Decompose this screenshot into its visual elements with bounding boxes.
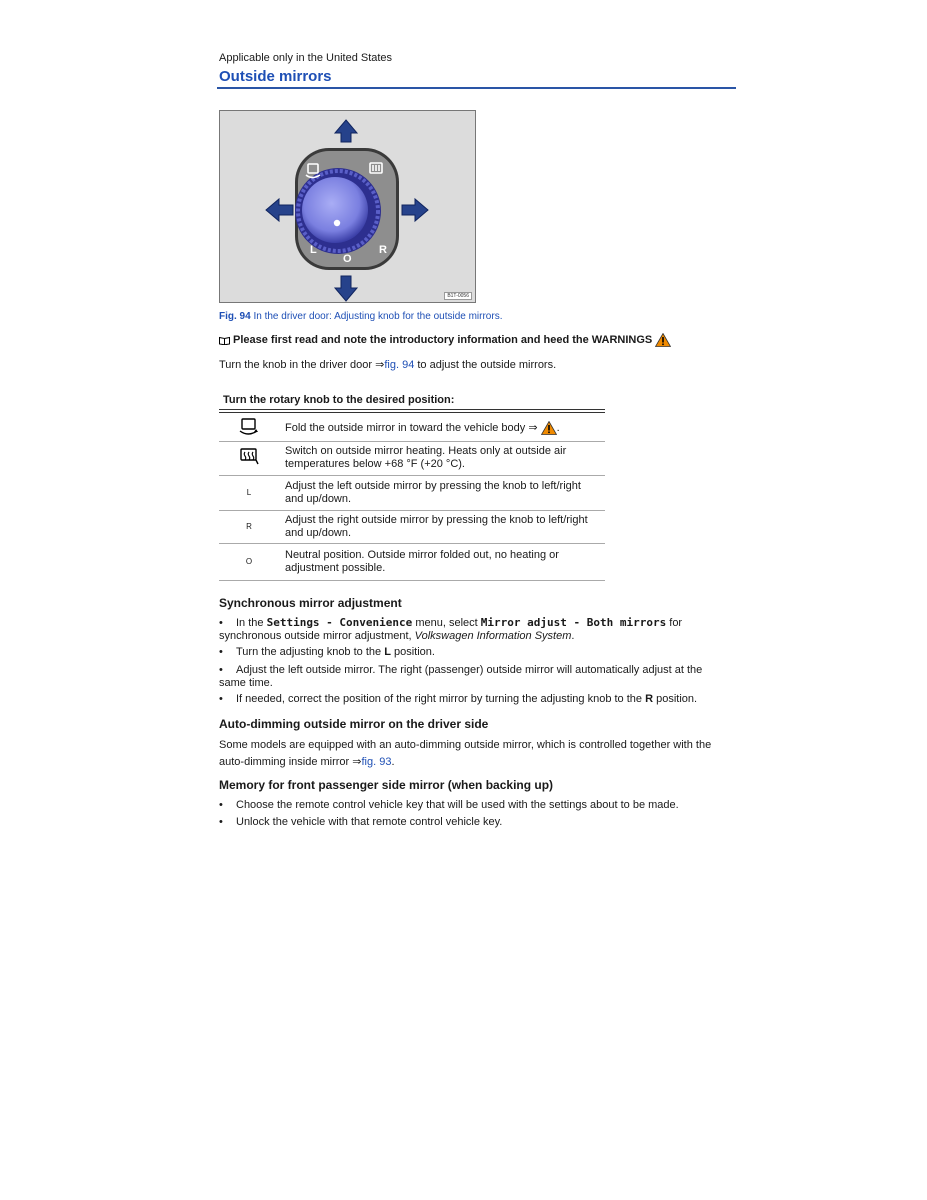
b1-post: for — [666, 617, 683, 629]
up-arrow-icon — [335, 120, 357, 142]
bullet-dot: • — [219, 646, 223, 658]
table-top-rule — [219, 409, 605, 410]
table-row — [219, 475, 605, 510]
table-row — [219, 441, 605, 475]
menu-name: Settings - Convenience — [266, 616, 413, 629]
table-row — [219, 510, 605, 543]
b2-post: position. — [390, 646, 435, 658]
b2-text: Turn the adjusting knob to the — [236, 646, 385, 658]
list-item — [219, 664, 734, 690]
list-item — [219, 616, 734, 643]
fig-93-link[interactable]: fig. 93 — [361, 756, 392, 768]
memory-b1: Choose the remote control vehicle key that will be used with the settings about to be made. — [236, 799, 679, 811]
bullet-dot: • — [219, 693, 223, 705]
period: . — [556, 421, 560, 434]
figure-caption — [219, 311, 502, 322]
b1-text: In the — [236, 617, 267, 629]
table-cell-symbol: R — [219, 510, 279, 543]
b4-bold: R — [645, 693, 654, 705]
knob-label-left: L — [310, 244, 317, 256]
intro-paragraph — [219, 358, 556, 371]
bullet-dot: • — [219, 816, 223, 828]
list-item — [219, 693, 734, 706]
figure-id-label: B1T-0056 — [444, 292, 472, 300]
knob-label-right: R — [379, 244, 387, 256]
memory-heading: Memory for front passenger side mirror (when backing up) — [219, 778, 554, 792]
table-cell-symbol: L — [219, 475, 279, 510]
table-cell-desc: Neutral position. Outside mirror folded out, no heating or adjustment possible. — [279, 543, 605, 580]
mirror-knob-figure — [219, 110, 476, 303]
intro-text-end: to adjust the outside mirrors. — [414, 359, 557, 371]
bullet-dot: • — [219, 799, 223, 811]
memory-b2: Unlock the vehicle with that remote control vehicle key. — [236, 816, 503, 828]
autodim-line2: auto-dimming inside mirror ⇒ — [219, 756, 362, 768]
list-item — [219, 816, 734, 829]
sync-heading: Synchronous mirror adjustment — [219, 596, 402, 610]
b1-end: . — [571, 630, 575, 642]
autodim-paragraph — [219, 737, 734, 771]
b4-text: If needed, correct the position of the right mirror by turning the adjusting knob to the — [236, 693, 646, 705]
right-arrow-icon — [402, 199, 428, 221]
intro-text: Turn the knob in the driver door ⇒ — [219, 359, 385, 371]
warnings-notice — [219, 333, 671, 347]
mirror-heating-icon — [239, 448, 259, 466]
bullet-dot: • — [219, 664, 223, 676]
table-row — [219, 543, 605, 580]
fold-mirror-icon — [239, 418, 259, 436]
table-row — [219, 415, 605, 441]
table-cell-symbol: O — [219, 543, 279, 580]
b4-post: position. — [653, 693, 698, 705]
menu-option: Mirror adjust - Both mirrors — [480, 616, 667, 629]
b3-text: Adjust the left outside mirror. The right (passenger) outside mirror will automatically adjust at the — [236, 664, 703, 676]
autodim-line2-end: . — [391, 756, 395, 768]
bullet-dot: • — [219, 617, 223, 629]
fig-94-link[interactable]: fig. 94 — [384, 359, 415, 371]
b2-bold: L — [384, 646, 391, 658]
autodim-line1: Some models are equipped with an auto-dimming outside mirror, which is controlled together with the — [219, 739, 712, 751]
table-cell-desc — [279, 415, 605, 441]
warning-triangle-icon[interactable] — [541, 421, 557, 435]
list-item — [219, 799, 734, 812]
caption-text: In the driver door: Adjusting knob for the outside mirrors. — [250, 311, 503, 322]
table-cell-symbol — [219, 441, 279, 475]
autodim-heading: Auto-dimming outside mirror on the driver side — [219, 717, 489, 731]
title-divider — [217, 87, 736, 89]
book-icon — [219, 336, 230, 345]
table-cell-symbol — [219, 415, 279, 441]
table-title: Turn the rotary knob to the desired position: — [223, 394, 455, 406]
knob-positions-table — [219, 415, 605, 581]
knob-indicator-dot — [334, 220, 340, 226]
applicability-note: Applicable only in the United States — [219, 52, 393, 64]
row-desc-fold: Fold the outside mirror in toward the vehicle body ⇒ — [285, 421, 538, 434]
notice-text: Please first read and note the introductory information and heed the WARNINGS — [233, 334, 653, 346]
down-arrow-icon — [335, 276, 357, 301]
table-cell-desc: Adjust the left outside mirror by pressing the knob to left/right and up/down. — [279, 475, 605, 510]
caption-number: Fig. 94 — [219, 311, 251, 322]
table-top-rule-2 — [219, 412, 605, 413]
rotary-knob — [302, 177, 368, 243]
page-title: Outside mirrors — [219, 68, 332, 85]
b3-line2: same time. — [219, 677, 273, 689]
b1-italic: Volkswagen Information System — [414, 630, 572, 642]
warning-triangle-icon[interactable] — [655, 333, 671, 347]
knob-label-neutral: O — [343, 253, 352, 265]
table-cell-desc: Switch on outside mirror heating. Heats only at outside air temperatures below +68 °F (+20 °C). — [279, 441, 605, 475]
mirror-knob-illustration — [220, 111, 477, 304]
table-cell-desc: Adjust the right outside mirror by pressing the knob to left/right and up/down. — [279, 510, 605, 543]
b1-line2: synchronous outside mirror adjustment, — [219, 630, 415, 642]
b1-mid: menu, select — [412, 617, 481, 629]
left-arrow-icon — [266, 199, 293, 221]
list-item — [219, 646, 734, 659]
